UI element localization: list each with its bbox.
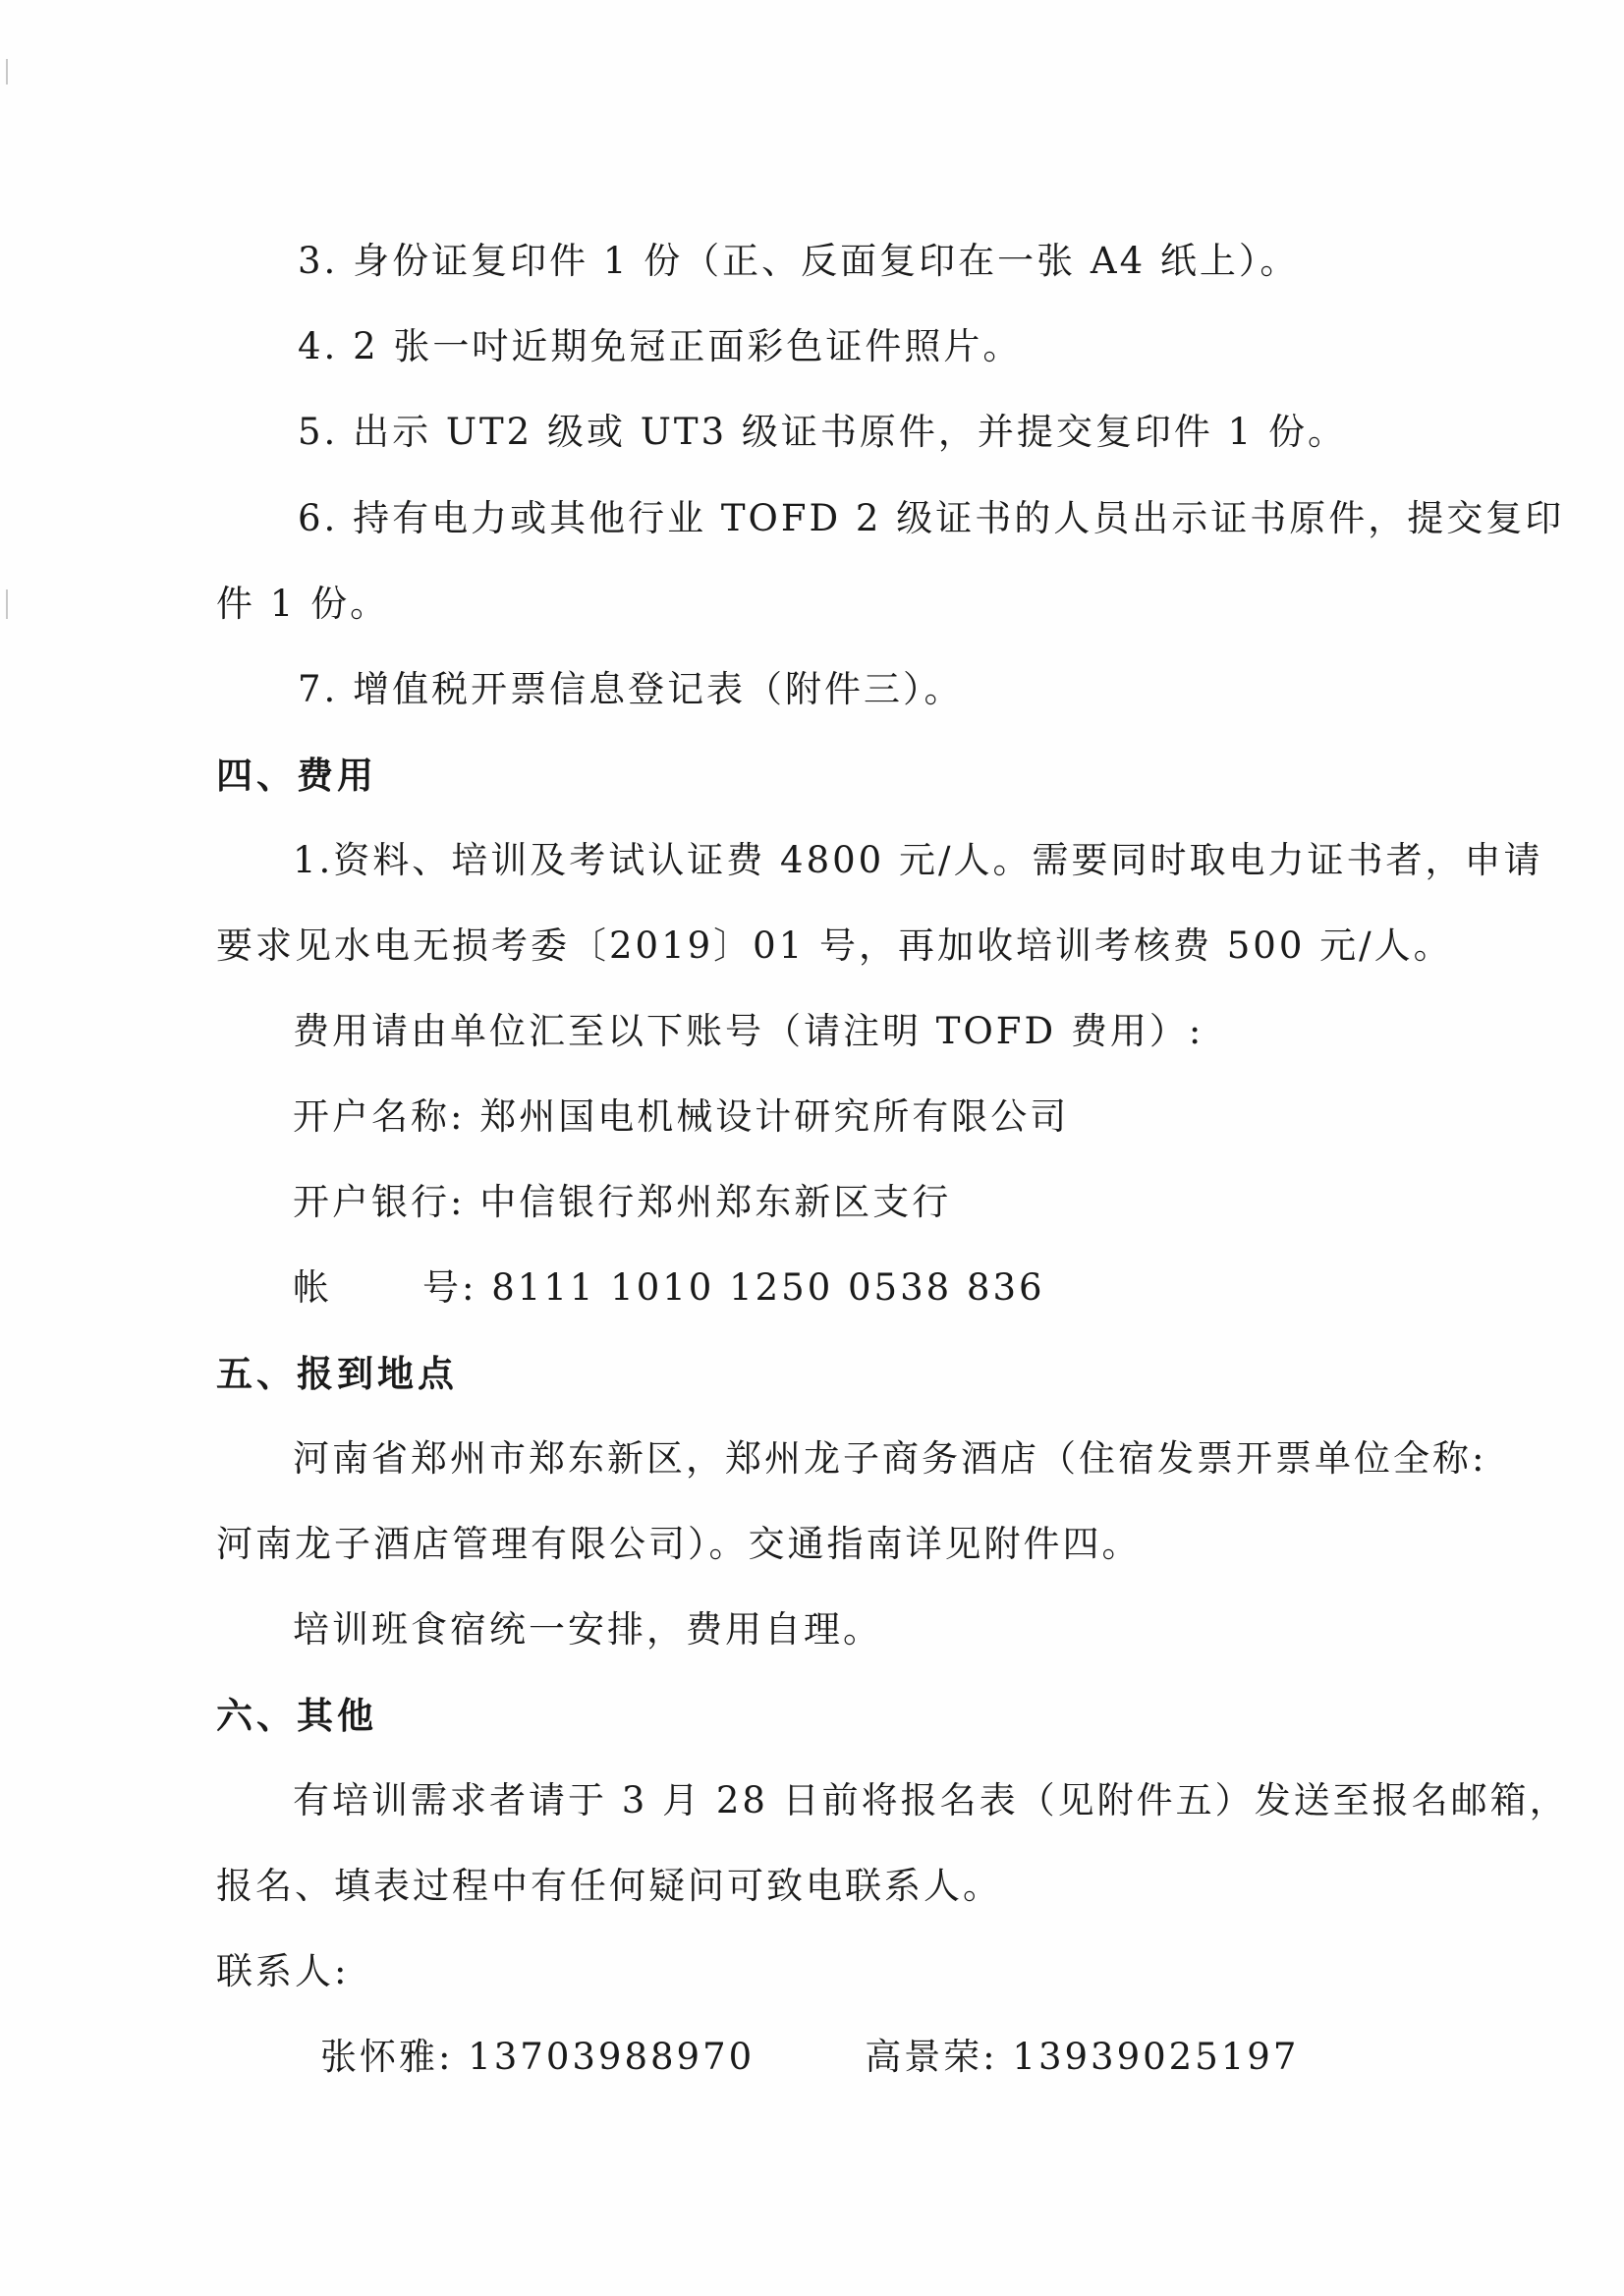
requirement-item-3: 3. 身份证复印件 1 份（正、反面复印在一张 A4 纸上）。 xyxy=(298,240,1300,282)
requirement-item-6: 6. 持有电力或其他行业 TOFD 2 级证书的人员出示证书原件，提交复印 xyxy=(298,497,1565,539)
fees-item-1: 1.资料、培训及考试认证费 4800 元/人。需要同时取电力证书者，申请 xyxy=(293,839,1543,881)
contacts-row xyxy=(320,2034,1299,2081)
location-line-2: 河南龙子酒店管理有限公司）。交通指南详见附件四。 xyxy=(216,1523,1142,1565)
requirement-item-6-cont: 件 1 份。 xyxy=(216,583,390,625)
account-number-label-a: 帐 xyxy=(293,1266,332,1309)
account-bank: 开户银行: 中信银行郑州郑东新区支行 xyxy=(293,1181,952,1223)
fees-item-1-cont: 要求见水电无损考委〔2019〕01 号，再加收培训考核费 500 元/人。 xyxy=(216,924,1453,967)
account-number-label-b: 号: xyxy=(422,1266,477,1309)
section-heading-other: 六、其他 xyxy=(216,1694,377,1737)
account-number-row xyxy=(293,1264,1045,1312)
requirement-item-4: 4. 2 张一吋近期免冠正面彩色证件照片。 xyxy=(298,325,1023,367)
scan-edge-mark xyxy=(6,59,8,84)
other-line-2: 报名、填表过程中有任何疑问可致电联系人。 xyxy=(216,1865,1002,1907)
contacts-label: 联系人: xyxy=(216,1950,350,1992)
location-line-3: 培训班食宿统一安排，费用自理。 xyxy=(293,1608,882,1651)
contact-2: 高景荣: 13939025197 xyxy=(865,2036,1300,2078)
requirement-item-7: 7. 增值税开票信息登记表（附件三）。 xyxy=(298,668,964,710)
fees-remit-note: 费用请由单位汇至以下账号（请注明 TOFD 费用）: xyxy=(293,1010,1204,1052)
section-heading-location: 五、报到地点 xyxy=(216,1352,458,1395)
contact-1: 张怀雅: 13703988970 xyxy=(320,2036,756,2078)
other-line-1: 有培训需求者请于 3 月 28 日前将报名表（见附件五）发送至报名邮箱， xyxy=(293,1779,1569,1821)
requirement-item-5: 5. 出示 UT2 级或 UT3 级证书原件，并提交复印件 1 份。 xyxy=(298,411,1347,453)
account-number: 8111 1010 1250 0538 836 xyxy=(491,1266,1045,1309)
section-heading-fees: 四、费用 xyxy=(216,754,377,797)
account-name: 开户名称: 郑州国电机械设计研究所有限公司 xyxy=(293,1095,1070,1138)
scan-edge-mark xyxy=(6,589,8,619)
location-line-1: 河南省郑州市郑东新区，郑州龙子商务酒店（住宿发票开票单位全称: xyxy=(293,1437,1487,1480)
